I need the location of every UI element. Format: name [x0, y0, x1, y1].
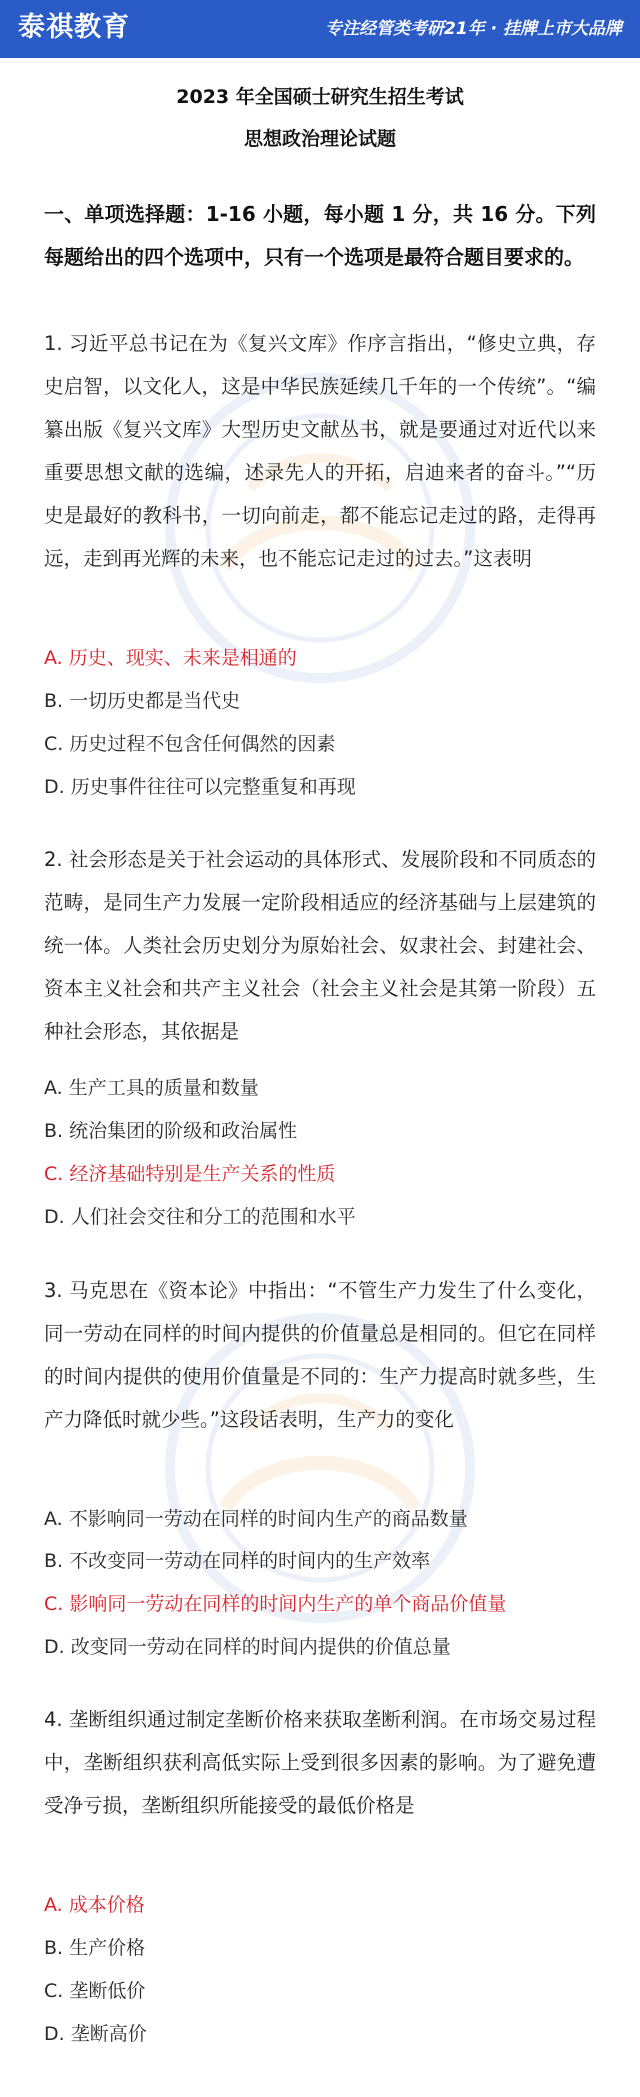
option-c: C. 经济基础特别是生产关系的性质: [44, 1163, 336, 1185]
question-stem: 1. 习近平总书记在为《复兴文库》作序言指出，“修史立典，存史启智，以文化人，这是中华民族延续几千年的一个传统”。“编纂出版《复兴文库》大型历史文献丛书，就是要通过对近代以来重要思想文献的选编，述录先人的开拓，启迪来者的奋斗。”“历史是最好的教科书，一切向前走，都不能忘记走过的路，走得再远，走到再光辉的未来，也不能忘记走过的过去。”这表明: [44, 332, 596, 570]
question-stem: 2. 社会形态是关于社会运动的具体形式、发展阶段和不同质态的范畴，是同生产力发展一定阶段相适应的经济基础与上层建筑的统一体。人类社会历史划分为原始社会、奴隶社会、封建社会、资本主义社会和共产主义社会（社会主义社会是其第一阶段）五种社会形态，其依据是: [44, 848, 596, 1043]
exam-document: [0, 58, 640, 2097]
option-d: D. 改变同一劳动在同样的时间内提供的价值总量: [44, 1636, 451, 1658]
option-c: C. 影响同一劳动在同样的时间内生产的单个商品价值量: [44, 1593, 507, 1615]
option-a: A. 历史、现实、未来是相通的: [44, 647, 297, 669]
option-a: A. 成本价格: [44, 1894, 145, 1916]
option-a: A. 生产工具的质量和数量: [44, 1077, 259, 1099]
header-bar: [0, 0, 640, 58]
question-stem: 3. 马克思在《资本论》中指出：“不管生产力发生了什么变化，同一劳动在同样的时间内提供的价值量总是相同的。但它在同样的时间内提供的使用价值量是不同的：生产力提高时就多些，生产力降低时就少些。”这段话表明，生产力的变化: [44, 1279, 596, 1431]
option-d: D. 垄断高价: [44, 2023, 147, 2045]
exam-title: 2023 年全国硕士研究生招生考试: [176, 86, 464, 108]
option-b: B. 不改变同一劳动在同样的时间内的生产效率: [44, 1550, 431, 1572]
option-b: B. 统治集团的阶级和政治属性: [44, 1120, 298, 1142]
option-b: B. 生产价格: [44, 1937, 146, 1959]
brand-slogan: 专注经管类考研21年 · 挂牌上市大品牌: [325, 19, 622, 39]
brand-logo: 泰祺教育: [18, 12, 130, 43]
section-heading: 一、单项选择题：1-16 小题，每小题 1 分，共 16 分。下列每题给出的四个选项中，只有一个选项是最符合题目要求的。: [44, 202, 596, 269]
option-b: B. 一切历史都是当代史: [44, 690, 241, 712]
question-stem: 4. 垄断组织通过制定垄断价格来获取垄断利润。在市场交易过程中，垄断组织获利高低实际上受到很多因素的影响。为了避免遭受净亏损，垄断组织所能接受的最低价格是: [44, 1708, 596, 1817]
exam-subject: 思想政治理论试题: [243, 128, 396, 150]
option-d: D. 历史事件往往可以完整重复和再现: [44, 776, 356, 798]
option-a: A. 不影响同一劳动在同样的时间内生产的商品数量: [44, 1508, 468, 1530]
option-c: C. 历史过程不包含任何偶然的因素: [44, 733, 336, 755]
option-c: C. 垄断低价: [44, 1980, 146, 2002]
option-d: D. 人们社会交往和分工的范围和水平: [44, 1206, 356, 1228]
